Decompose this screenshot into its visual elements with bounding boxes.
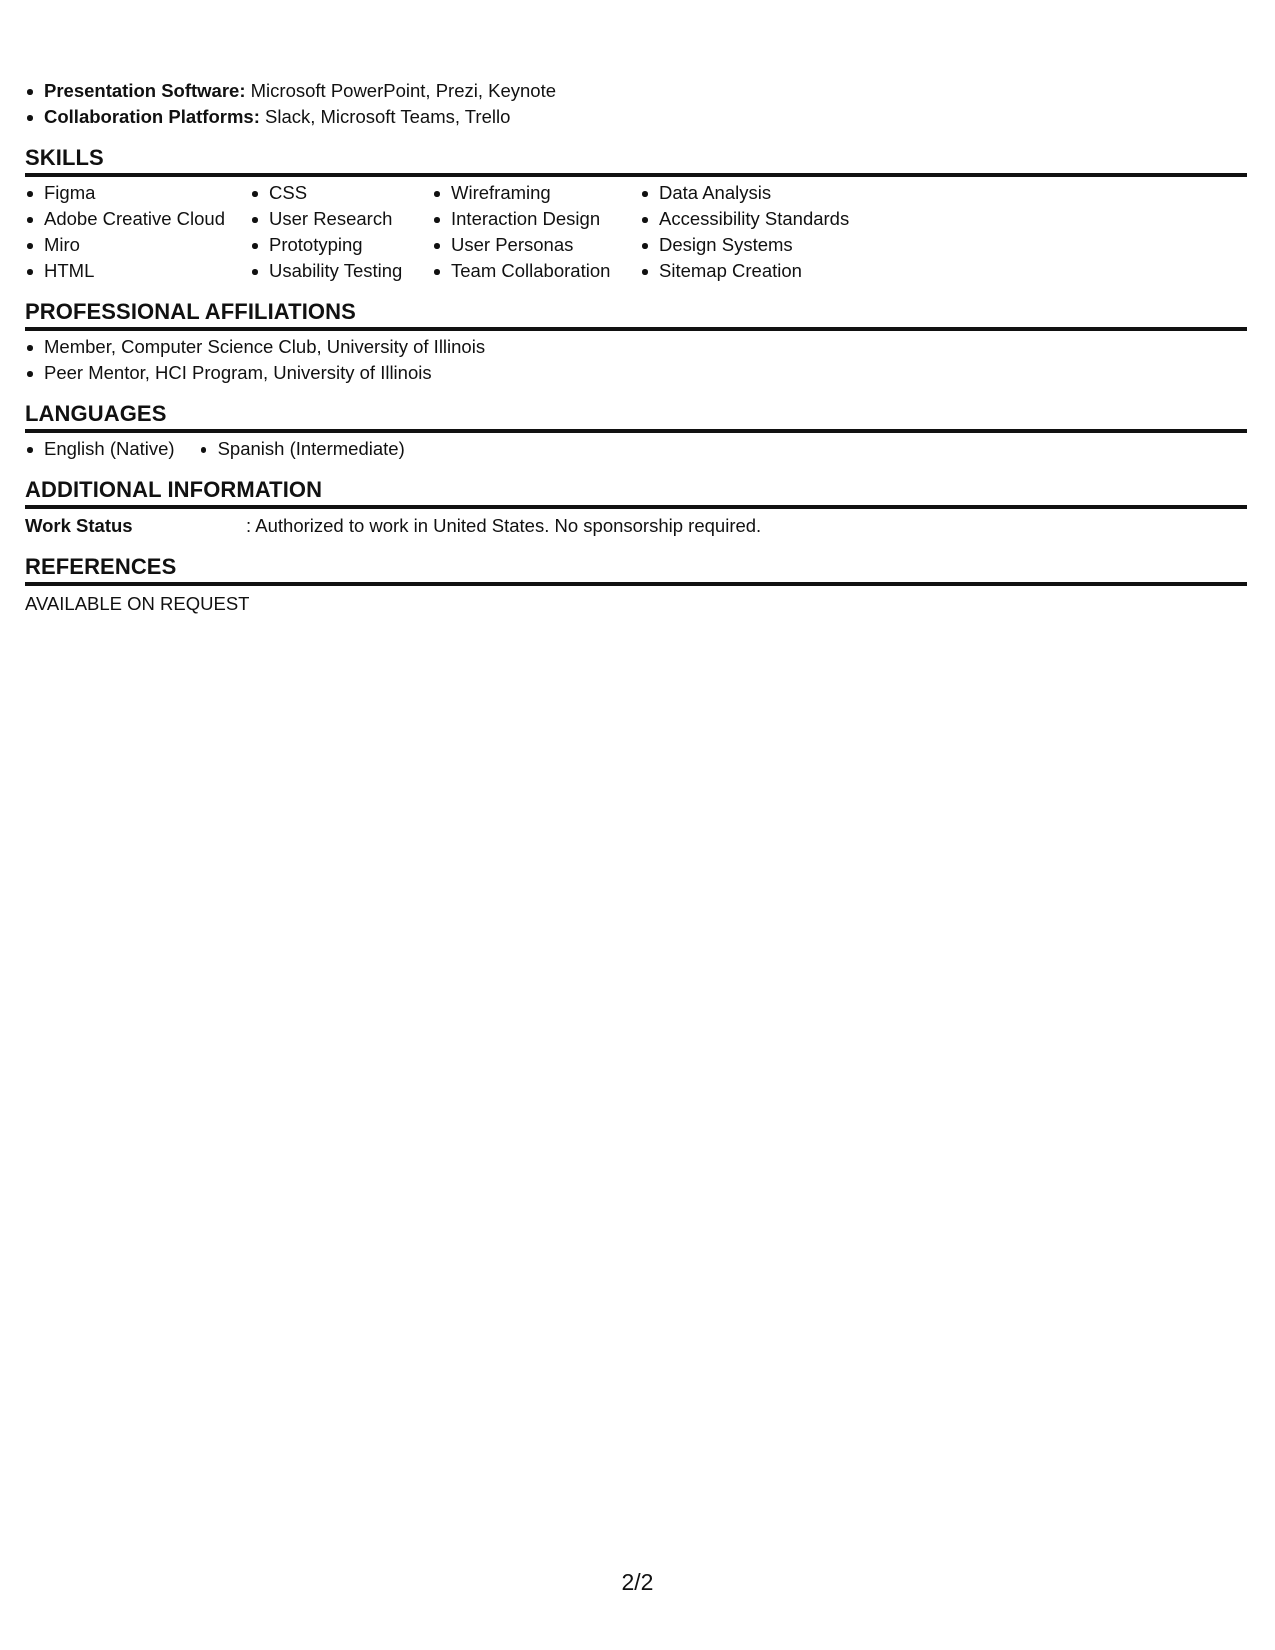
languages-list <box>25 436 1247 462</box>
skill-item: Figma <box>25 180 250 206</box>
skills-column <box>432 180 640 284</box>
list-item <box>25 104 1247 130</box>
skill-item: Miro <box>25 232 250 258</box>
section-title: LANGUAGES <box>25 400 1247 433</box>
page-number: 2/2 <box>621 1569 654 1595</box>
affiliations-section <box>25 298 1247 386</box>
skill-item: User Research <box>250 206 432 232</box>
list-item <box>25 78 1247 104</box>
skill-item: User Personas <box>432 232 640 258</box>
info-label: Work Status <box>25 515 133 536</box>
skill-item: Wireframing <box>432 180 640 206</box>
skill-item: Adobe Creative Cloud <box>25 206 250 232</box>
info-row <box>25 513 1247 539</box>
language-item: English (Native) <box>25 436 175 462</box>
language-item: Spanish (Intermediate) <box>199 436 405 462</box>
section-title: REFERENCES <box>25 553 1247 586</box>
languages-section <box>25 400 1247 462</box>
section-title: ADDITIONAL INFORMATION <box>25 476 1247 509</box>
tool-category-label: Presentation Software: <box>44 80 246 101</box>
affiliations-list <box>25 334 1247 386</box>
tool-category-label: Collaboration Platforms: <box>44 106 260 127</box>
section-title: PROFESSIONAL AFFILIATIONS <box>25 298 1247 331</box>
list-item: Peer Mentor, HCI Program, University of Illinois <box>25 360 1247 386</box>
skill-item: CSS <box>250 180 432 206</box>
skills-column <box>25 180 250 284</box>
resume-page <box>25 78 1247 617</box>
list-item: Member, Computer Science Club, University of Illinois <box>25 334 1247 360</box>
skills-column <box>640 180 900 284</box>
additional-information-section <box>25 476 1247 539</box>
tool-category-value: Microsoft PowerPoint, Prezi, Keynote <box>245 80 557 101</box>
skill-item: Interaction Design <box>432 206 640 232</box>
section-title: SKILLS <box>25 144 1247 177</box>
tool-category-value: Slack, Microsoft Teams, Trello <box>259 106 511 127</box>
references-text: AVAILABLE ON REQUEST <box>25 593 250 614</box>
skill-item: Data Analysis <box>640 180 900 206</box>
skills-section <box>25 144 1247 284</box>
references-section <box>25 553 1247 617</box>
info-value: : Authorized to work in United States. No sponsorship required. <box>246 515 762 536</box>
skill-item: Accessibility Standards <box>640 206 900 232</box>
skill-item: Prototyping <box>250 232 432 258</box>
skills-grid <box>25 180 1247 284</box>
skill-item: HTML <box>25 258 250 284</box>
skill-item: Usability Testing <box>250 258 432 284</box>
skills-column <box>250 180 432 284</box>
tools-list <box>25 78 1247 130</box>
skill-item: Sitemap Creation <box>640 258 900 284</box>
skill-item: Design Systems <box>640 232 900 258</box>
skill-item: Team Collaboration <box>432 258 640 284</box>
